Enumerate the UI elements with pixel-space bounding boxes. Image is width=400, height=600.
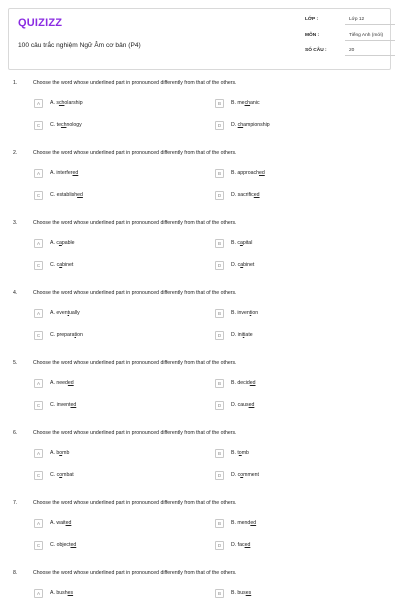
option-text-prefix: D. ini bbox=[231, 332, 243, 338]
question-number: 2. bbox=[13, 150, 18, 156]
meta-divider bbox=[345, 40, 395, 41]
option-label bbox=[231, 122, 270, 128]
option-letter-box[interactable]: A bbox=[34, 239, 43, 248]
option-text-prefix: A. wait bbox=[50, 520, 66, 526]
option-label bbox=[231, 380, 256, 386]
option-text-suffix: mment bbox=[243, 472, 259, 478]
option-label bbox=[231, 100, 260, 106]
option-text-suffix: ampionship bbox=[243, 122, 270, 128]
option-underlined-part: o bbox=[59, 472, 63, 478]
option-text-prefix: A. s bbox=[50, 100, 59, 106]
meta-count-value: 20 bbox=[349, 48, 355, 53]
option-text-prefix: A. even bbox=[50, 310, 68, 316]
option-letter-box[interactable]: C bbox=[34, 541, 43, 550]
option-label bbox=[231, 262, 254, 268]
option-text-suffix: iate bbox=[244, 332, 253, 338]
option-text-prefix: B. t bbox=[231, 450, 239, 456]
question-item bbox=[0, 150, 400, 220]
question-text: Choose the word whose underlined part in pronounced differently from that of the others. bbox=[33, 220, 237, 226]
document-title: 100 câu trắc nghiệm Ngữ Âm cơ bản (P4) bbox=[18, 42, 141, 49]
question-text: Choose the word whose underlined part in pronounced differently from that of the others. bbox=[33, 80, 237, 86]
question-text: Choose the word whose underlined part in pronounced differently from that of the others. bbox=[33, 360, 237, 366]
option-underlined-part: t bbox=[242, 332, 245, 338]
meta-subject-key: MÔN : bbox=[305, 33, 320, 38]
option-underlined-part: ed bbox=[258, 170, 265, 176]
option-letter-box[interactable]: B bbox=[215, 449, 224, 458]
question-text: Choose the word whose underlined part in pronounced differently from that of the others. bbox=[33, 290, 237, 296]
option-label bbox=[231, 170, 265, 176]
option-text-prefix: B. bus bbox=[231, 590, 246, 596]
option-underlined-part: t bbox=[74, 332, 76, 338]
option-letter-box[interactable]: A bbox=[34, 99, 43, 108]
option-label bbox=[50, 380, 74, 386]
option-text-suffix: ually bbox=[69, 310, 80, 316]
option-letter-box[interactable]: A bbox=[34, 589, 43, 598]
option-letter-box[interactable]: C bbox=[34, 191, 43, 200]
option-label bbox=[231, 192, 260, 198]
quizizz-logo: QUIZIZZ bbox=[18, 17, 63, 29]
option-underlined-part: es bbox=[67, 590, 74, 596]
option-letter-box[interactable]: B bbox=[215, 169, 224, 178]
question-item bbox=[0, 290, 400, 360]
option-label bbox=[231, 542, 250, 548]
question-number: 8. bbox=[13, 570, 18, 576]
option-text-suffix: olarship bbox=[64, 100, 83, 106]
option-letter-box[interactable]: B bbox=[215, 589, 224, 598]
question-number: 1. bbox=[13, 80, 18, 86]
option-label bbox=[50, 100, 83, 106]
option-underlined-part: ed bbox=[72, 170, 79, 176]
option-text-suffix: mb bbox=[241, 450, 249, 456]
option-underlined-part: ed bbox=[65, 520, 72, 526]
option-text-suffix: mb bbox=[62, 450, 70, 456]
option-letter-box[interactable]: C bbox=[34, 261, 43, 270]
option-label bbox=[50, 520, 71, 526]
option-label bbox=[50, 122, 82, 128]
option-letter-box[interactable]: D bbox=[215, 261, 224, 270]
option-text-prefix: C. prepara bbox=[50, 332, 75, 338]
option-text-prefix: C. te bbox=[50, 122, 61, 128]
option-letter-box[interactable]: D bbox=[215, 401, 224, 410]
option-label bbox=[231, 402, 254, 408]
option-underlined-part: ed bbox=[248, 402, 255, 408]
meta-count-key: SỐ CÂU : bbox=[305, 48, 327, 53]
option-label bbox=[231, 520, 256, 526]
option-text-suffix: pable bbox=[61, 240, 75, 246]
option-text-suffix: mbat bbox=[62, 472, 74, 478]
option-underlined-part: ch bbox=[244, 100, 251, 106]
option-underlined-part: ed bbox=[249, 380, 256, 386]
option-text-prefix: C. c bbox=[50, 262, 60, 268]
option-text-prefix: C. establish bbox=[50, 192, 78, 198]
option-underlined-part: ed bbox=[77, 192, 83, 198]
option-label bbox=[50, 590, 73, 596]
meta-class-value: Lớp 12 bbox=[349, 17, 365, 22]
question-text: Choose the word whose underlined part in pronounced differently from that of the others. bbox=[33, 570, 237, 576]
option-text-prefix: C. c bbox=[50, 472, 60, 478]
option-letter-box[interactable]: B bbox=[215, 99, 224, 108]
option-text-prefix: C. object bbox=[50, 542, 71, 548]
question-number: 5. bbox=[13, 360, 18, 366]
document-header bbox=[8, 8, 391, 70]
option-text-prefix: B. me bbox=[231, 100, 245, 106]
question-text: Choose the word whose underlined part in pronounced differently from that of the others. bbox=[33, 150, 237, 156]
option-letter-box[interactable]: D bbox=[215, 541, 224, 550]
option-underlined-part: t bbox=[67, 310, 70, 316]
question-text: Choose the word whose underlined part in pronounced differently from that of the others. bbox=[33, 430, 237, 436]
option-text-prefix: B. approach bbox=[231, 170, 259, 176]
option-text-suffix: ion bbox=[75, 332, 83, 338]
option-label bbox=[231, 240, 252, 246]
option-text-prefix: D. sacrific bbox=[231, 192, 254, 198]
option-letter-box[interactable]: C bbox=[34, 331, 43, 340]
option-label bbox=[50, 450, 69, 456]
option-underlined-part: ch bbox=[237, 122, 244, 128]
option-letter-box[interactable]: D bbox=[215, 471, 224, 480]
question-item bbox=[0, 570, 400, 600]
option-underlined-part: ed bbox=[250, 520, 257, 526]
option-text-prefix: B. mend bbox=[231, 520, 251, 526]
meta-divider bbox=[345, 55, 395, 56]
option-underlined-part: es bbox=[245, 590, 252, 596]
option-label bbox=[231, 472, 259, 478]
option-underlined-part: o bbox=[240, 472, 244, 478]
option-letter-box[interactable]: B bbox=[215, 309, 224, 318]
option-letter-box[interactable]: C bbox=[34, 471, 43, 480]
option-text-prefix: D. caus bbox=[231, 402, 249, 408]
option-underlined-part: ed bbox=[253, 192, 260, 198]
option-underlined-part: o bbox=[59, 450, 63, 456]
option-label bbox=[231, 310, 258, 316]
question-number: 4. bbox=[13, 290, 18, 296]
option-underlined-part: ch bbox=[60, 122, 67, 128]
option-text-prefix: C. invent bbox=[50, 402, 71, 408]
question-item bbox=[0, 360, 400, 430]
meta-subject-value: Tiếng Anh (mới) bbox=[349, 33, 384, 38]
option-underlined-part: o bbox=[238, 450, 242, 456]
option-underlined-part: ed bbox=[70, 402, 77, 408]
option-letter-box[interactable]: D bbox=[215, 121, 224, 130]
option-label bbox=[50, 402, 76, 408]
option-underlined-part: a bbox=[59, 262, 63, 268]
option-text-prefix: D. fac bbox=[231, 542, 245, 548]
option-label bbox=[50, 310, 80, 316]
option-text-prefix: B. decid bbox=[231, 380, 250, 386]
option-text-suffix: binet bbox=[62, 262, 74, 268]
option-label bbox=[50, 472, 74, 478]
option-text-prefix: D. c bbox=[231, 262, 241, 268]
option-underlined-part: t bbox=[249, 310, 252, 316]
option-text-prefix: B. c bbox=[231, 240, 240, 246]
question-item bbox=[0, 80, 400, 150]
question-item bbox=[0, 500, 400, 570]
option-underlined-part: ed bbox=[244, 542, 251, 548]
option-letter-box[interactable]: D bbox=[215, 191, 224, 200]
option-letter-box[interactable]: A bbox=[34, 519, 43, 528]
option-letter-box[interactable]: C bbox=[34, 121, 43, 130]
option-label bbox=[50, 192, 83, 198]
option-underlined-part: ch bbox=[58, 100, 65, 106]
option-label bbox=[50, 240, 75, 246]
meta-divider bbox=[345, 24, 395, 25]
option-underlined-part: a bbox=[58, 240, 62, 246]
option-label bbox=[50, 170, 78, 176]
option-text-prefix: A. interfer bbox=[50, 170, 73, 176]
option-label bbox=[50, 262, 73, 268]
option-label bbox=[231, 332, 253, 338]
option-text-suffix: pital bbox=[242, 240, 253, 246]
option-text-suffix: nology bbox=[66, 122, 82, 128]
option-text-prefix: A. bush bbox=[50, 590, 68, 596]
option-letter-box[interactable]: A bbox=[34, 169, 43, 178]
question-item bbox=[0, 430, 400, 500]
option-letter-box[interactable]: B bbox=[215, 239, 224, 248]
option-text-suffix: anic bbox=[250, 100, 260, 106]
option-underlined-part: a bbox=[239, 240, 243, 246]
option-text-suffix: binet bbox=[243, 262, 255, 268]
option-letter-box[interactable]: B bbox=[215, 519, 224, 528]
option-label bbox=[231, 590, 251, 596]
question-text: Choose the word whose underlined part in pronounced differently from that of the others. bbox=[33, 500, 237, 506]
option-underlined-part: a bbox=[240, 262, 244, 268]
option-text-prefix: D. bbox=[231, 122, 238, 128]
option-label bbox=[50, 332, 83, 338]
option-label bbox=[50, 542, 76, 548]
option-letter-box[interactable]: A bbox=[34, 379, 43, 388]
option-text-suffix: ion bbox=[251, 310, 259, 316]
option-underlined-part: ed bbox=[67, 380, 74, 386]
option-text-prefix: A. need bbox=[50, 380, 68, 386]
option-text-prefix: A. c bbox=[50, 240, 59, 246]
question-number: 7. bbox=[13, 500, 18, 506]
option-letter-box[interactable]: C bbox=[34, 401, 43, 410]
question-number: 6. bbox=[13, 430, 18, 436]
meta-class-key: LỚP : bbox=[305, 17, 319, 22]
option-text-prefix: A. b bbox=[50, 450, 60, 456]
question-item bbox=[0, 220, 400, 290]
option-letter-box[interactable]: A bbox=[34, 449, 43, 458]
option-letter-box[interactable]: D bbox=[215, 331, 224, 340]
option-text-prefix: D. c bbox=[231, 472, 241, 478]
option-underlined-part: ed bbox=[70, 542, 77, 548]
option-text-prefix: B. inven bbox=[231, 310, 250, 316]
question-number: 3. bbox=[13, 220, 18, 226]
option-letter-box[interactable]: B bbox=[215, 379, 224, 388]
option-letter-box[interactable]: A bbox=[34, 309, 43, 318]
option-label bbox=[231, 450, 249, 456]
